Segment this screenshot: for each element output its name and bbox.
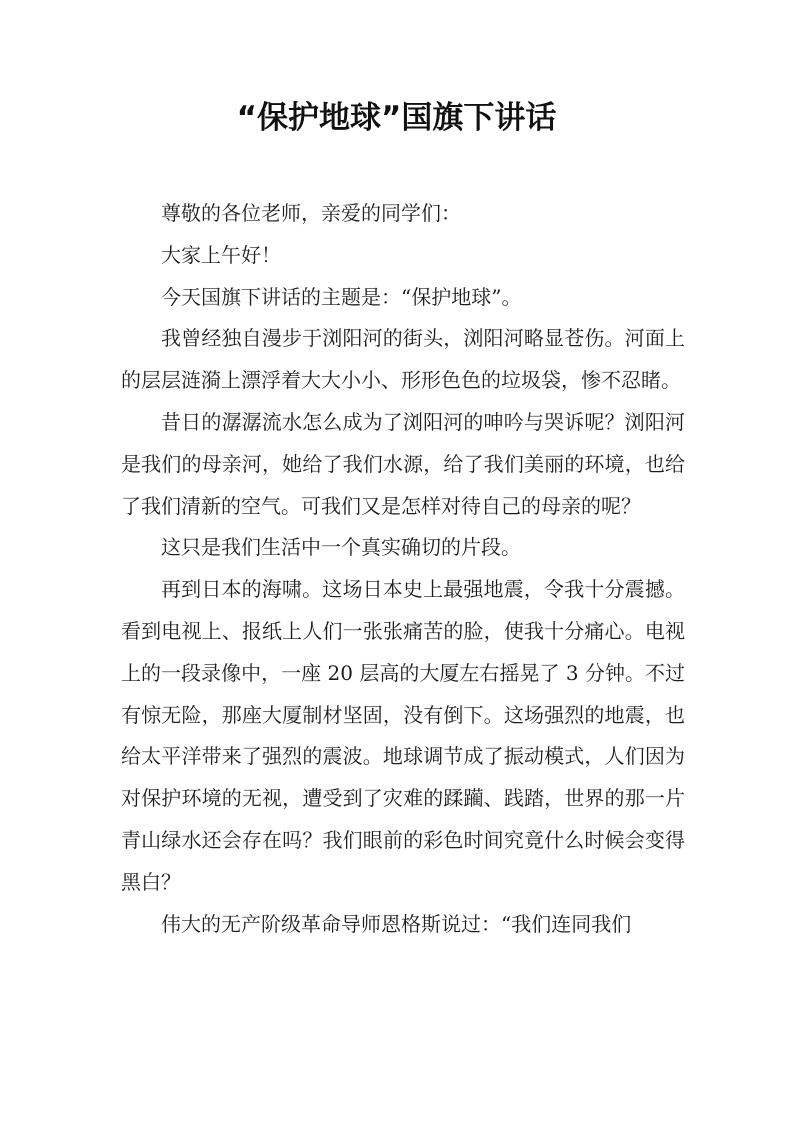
paragraph-greeting: 尊敬的各位老师，亲爱的同学们： [161,201,461,225]
document-title: “保护地球”国旗下讲话 [236,100,557,136]
document-body [121,193,685,945]
paragraph-mother-river: 昔日的潺潺流水怎么成为了浏阳河的呻吟与哭诉呢？浏阳河是我们的母亲河，她给了我们水源，给了我们美丽的环境，也给了我们清新的空气。可我们又是怎样对待自己的母亲的呢？ [121,409,685,518]
paragraph-japan-tsunami: 再到日本的海啸。这场日本史上最强地震，令我十分震撼。看到电视上、报纸上人们一张张痛苦的脸，使我十分痛心。电视上的一段录像中，一座 20 层高的大厦左右摇晃了 3 分钟。不过有惊无险，那座大厦制材坚固，没有倒下。这场强烈的地震，也给太平洋带来了强烈的震波。地球调节成了振动模式，人们因为对保护环境的无视，遭受到了灾难的蹂躏、践踏，世界的那一片青山绿水还会存在吗？我们眼前的彩色时间究竟什么时候会变得黑白？ [121,577,685,894]
paragraph-good-morning: 大家上午好！ [161,242,281,267]
paragraph-liuyang-river: 我曾经独自漫步于浏阳河的街头，浏阳河略显苍伤。河面上的层层涟漪上漂浮着大大小小、形形色色的垃圾袋，惨不忍睹。 [121,326,685,393]
paragraph-engels-quote: 伟大的无产阶级革命导师恩格斯说过：“我们连同我们 [161,911,632,936]
paragraph-theme: 今天国旗下讲话的主题是：“保护地球”。 [161,284,522,309]
paragraph-life-fragment: 这只是我们生活中一个真实确切的片段。 [161,535,521,560]
